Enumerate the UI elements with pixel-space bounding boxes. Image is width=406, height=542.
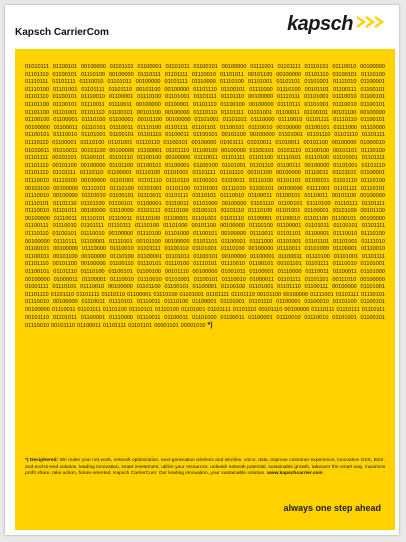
- footnote-label: *) Deciphered:: [25, 458, 59, 463]
- logo-wordmark: kapsch: [287, 13, 353, 35]
- brochure-page: [5, 5, 399, 535]
- header-bar: [5, 5, 399, 51]
- yellow-content-panel: [15, 49, 395, 530]
- kapsch-logo: [287, 13, 385, 36]
- binary-code-text: [25, 64, 385, 331]
- footnote-marker: *): [207, 322, 213, 330]
- company-name: Kapsch CarrierCom: [15, 27, 109, 38]
- deciphered-footnote: [25, 458, 387, 478]
- footnote-body: We make your net work, network optimization, next-generation wireless and wireline, voice, data, improve customer experience, innovative OSS, BSS, and end-to-end solution, leading innovation, smart investment, utilize your resources, unleash network potential, sustainable growth, takeover the smart way, maximize profit share, take action, future-oriented. Kapsch CarrierCom: Our leading innovation, your sustainable solution.: [25, 458, 386, 477]
- tagline: always one step ahead: [283, 503, 381, 513]
- binary-digits: 01010111 01100101 00100000 01101101 01100001 01101011 01100101 00100000 01111001 01101111 01110101 01110010 00100000 01101110 01100101 01110100 00100000 01110111 01101111 01110010 01101011 00101100 00100000 01101110 01100101 01110100 01110111 01101111 01110010 01101011 00100000 01101111 01110000 01110100 01101001 01101101 01101001 01111010 01100001 01110100 01101001 01101111 01101110 00101100 00100000 01101110 01100101 01111000 01110100 00101101 01100111 01100101 01101110 01100101 01110010 01100001 01110100 01101001 01101111 01101110 00100000 01110111 01101001 01110010 01100101 01101100 01100101 01110011 01110011 00100000 01100001 01101110 01100100 00100000 01110111 01101001 01110010 01100101 01101100 01101001 01101110 01100101 00101100 00100000 01110110 01101111 01101001 01100011 01100101 00101100 00100000 01100100 01100001 01110100 01100001 00101100 00100000 01101001 01101101 01110000 01110010 01101111 01110110 01100101 00100000 01100011 01110101 01110011 01110100 01101111 01101101 01100101 01110010 00100000 01100101 01111000 01110000 01100101 01110010 01101001 01100101 01101110 01100011 01100101 00101100 00100000 01101001 01101110 01101110 01101111 01110110 01100001 01110100 01101001 01110110 01100101 00100000 01001111 01010011 01010011 00101100 00100000 01000010 01010011 01010011 00101100 00100000 01100001 01101110 01100100 00100000 01100101 01101110 01100100 00101101 01110100 01101111 00101101 01100101 01101110 01100100 00100000 01110011 01101111 01101100 01110101 01110100 01101001 01101111 01101110 00101100 00100000 01101100 01100101 01100001 01100100 01101001 01101110 01100111 00100000 01101001 01101110 01101110 01101111 01110110 01100001 01110100 01101001 01101111 01101110 00101100 00100000 01110011 01101101 01100001 01110010 01110100 00100000 01101001 01101110 01110110 01100101 01110011 01110100 01101101 01100101 01101110 01110100 00101100 00100000 01110101 01110100 01101001 01101100 01101001 01111010 01100101 00100000 01111001 01101111 01110101 01110010 00100000 01110010 01100101 01110011 01101111 01110101 01110010 01100011 01100101 01110011 00101100 00100000 01110101 01101110 01101100 01100101 01100001 01110011 01101000 00100000 01101110 01100101 01110100 01110111 01101111 01110010 01101011 00100000 01110000 01101111 01110100 01100101 01101110 01110100 01101001 01100001 01101100 00101100 00100000 01110011 01110101 01110011 01110100 01100001 01101001 01101110 01100001 01100010 01101100 01100101 00100000 01100111 01110010 01101111 01110111 01110100 01101000 00101100 00100000 01110100 01100001 01101011 01100101 01101111 01110110 01100101 01110010 00100000 01110100 01101000 01100101 00100000 01110011 01101101 01100001 01110010 01110100 00100000 01110111 01100001 01111001 00101100 00100000 01101101 01100001 01111000 01101001 01101101 01101001 01111010 01100101 00100000 01110000 01110010 01101111 01100110 01101001 01110100 00100000 01110011 01101000 01100001 01110010 01100101 00101100 00100000 01110100 01100001 01101011 01100101 00100000 01100001 01100011 01110100 01101001 01101111 01101110 00101100 00100000 01100110 01110101 01110100 01110101 01110010 01100101 00101101 01101111 01110010 01101001 01100101 01101110 01110100 01100101 01100100 00101110 00100000 01001011 01100001 01110000 01110011 01100011 01101000 00100000 01000011 01100001 01110010 01110010 01101001 01100101 01110010 01000011 01101111 01101101 00111010 00100000 01001111 01110101 01110010 00100000 01101100 01100101 01100001 01100100 01101001 01101110 01100111 00100000 01101001 01101110 01101110 01101111 01110110 01100001 01110100 01101001 01101111 01101110 00101100 00100000 01111001 01101111 01110101 01110010 00100000 01110011 01110101 01110011 01110100 01100001 01101001 01101110 01100001 01100010 01101100 01100101 00100000 01110011 01101111 01101100 01110101 01110100 01101001 01101111 01101110 00101110 00100000 01110111 01110111 01110111 00101110 01101011 01100001 01110000 01110011 01100011 01101000 01100011 01100001 01110010 01110010 01101001 01100101 01110010 00101110 01100011 01101111 01101101 00001101 00001010: [25, 64, 385, 330]
- chevron-arrows-icon: [355, 15, 385, 34]
- website-link[interactable]: www.kapschcarrier.com: [266, 471, 323, 477]
